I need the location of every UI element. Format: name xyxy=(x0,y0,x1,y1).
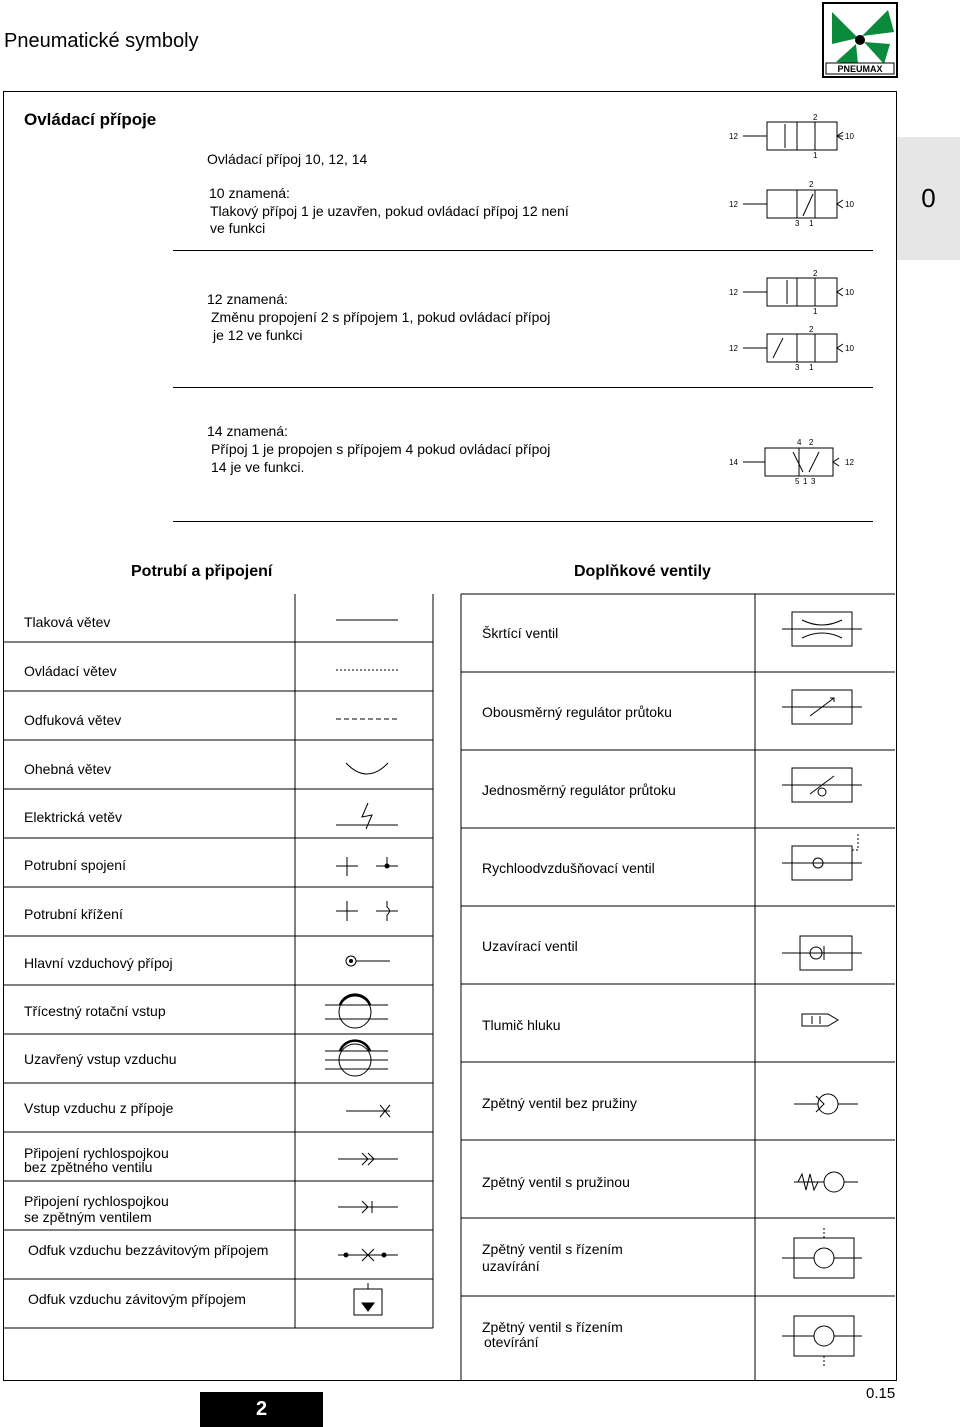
svg-text:12: 12 xyxy=(729,344,738,353)
svg-text:12: 12 xyxy=(729,200,738,209)
row-label: Připojení rychlospojkou xyxy=(24,1145,169,1161)
p12-label: 12 znamená: xyxy=(207,291,288,307)
p10-text: Tlakový přípoj 1 je uzavřen, pokud ovládací přípoj 12 není xyxy=(210,203,569,219)
row-label: Zpětný ventil s řízením xyxy=(482,1319,623,1335)
p14-text: Přípoj 1 je propojen s přípojem 4 pokud ovládací přípoj xyxy=(211,441,551,457)
svg-text:2: 2 xyxy=(809,438,814,447)
row-label: Tlumič hluku xyxy=(482,1017,561,1033)
section-tab[interactable]: 0 xyxy=(897,137,960,260)
svg-text:10: 10 xyxy=(845,288,854,297)
p12-text-cont: je 12 ve funkci xyxy=(213,327,303,343)
section-heading: Ovládací přípoje xyxy=(24,110,157,129)
row-label: se zpětným ventilem xyxy=(24,1209,152,1225)
row-label: Třícestný rotační vstup xyxy=(24,1003,166,1019)
svg-text:1: 1 xyxy=(803,477,808,486)
svg-text:10: 10 xyxy=(845,132,854,141)
svg-text:14: 14 xyxy=(729,458,738,467)
intro-text: Ovládací přípoj 10, 12, 14 xyxy=(207,151,368,167)
svg-text:3: 3 xyxy=(795,219,800,228)
row-label: Potrubní křížení xyxy=(24,906,123,922)
valve-symbols-diagram xyxy=(725,108,860,508)
svg-text:12: 12 xyxy=(845,458,854,467)
row-label: otevírání xyxy=(484,1334,539,1350)
svg-text:4: 4 xyxy=(797,438,802,447)
page-title: Pneumatické symboly xyxy=(4,30,199,52)
row-label: Škrtící ventil xyxy=(482,625,559,641)
svg-text:2: 2 xyxy=(809,325,814,334)
page-reference: 0.15 xyxy=(866,1385,896,1402)
row-label: Obousměrný regulátor průtoku xyxy=(482,704,672,720)
row-label: Odfuk vzduchu bezzávitovým přípojem xyxy=(28,1242,269,1258)
svg-text:5: 5 xyxy=(795,477,800,486)
svg-text:PNEUMAX: PNEUMAX xyxy=(837,64,883,74)
row-label: Zpětný ventil bez pružiny xyxy=(482,1095,637,1111)
svg-text:10: 10 xyxy=(845,200,854,209)
p10-label: 10 znamená: xyxy=(209,185,290,201)
svg-text:3: 3 xyxy=(811,477,816,486)
p12-text: Změnu propojení 2 s přípojem 1, pokud ovládací přípoj xyxy=(211,309,551,325)
svg-text:2: 2 xyxy=(813,113,818,122)
svg-text:10: 10 xyxy=(845,344,854,353)
row-label: bez zpětného ventilu xyxy=(24,1159,153,1175)
row-label: Tlaková větev xyxy=(24,614,111,630)
svg-text:2: 2 xyxy=(813,269,818,278)
right-symbols xyxy=(780,600,880,1370)
left-symbols xyxy=(300,595,430,1335)
page-number: 2 xyxy=(200,1392,323,1427)
pneumax-logo xyxy=(822,2,898,78)
p14-text-cont: 14 je ve funkci. xyxy=(211,459,305,475)
row-label: Ovládací větev xyxy=(24,663,117,679)
svg-text:1: 1 xyxy=(809,219,814,228)
p10-text-cont: ve funkci xyxy=(210,220,266,236)
row-label: Rychloodvzdušňovací ventil xyxy=(482,860,655,876)
p14-label: 14 znamená: xyxy=(207,423,288,439)
svg-text:1: 1 xyxy=(809,363,814,372)
svg-text:1: 1 xyxy=(813,151,818,160)
row-label: Potrubní spojení xyxy=(24,857,126,873)
row-label: Odfuk vzduchu závitovým přípojem xyxy=(28,1291,246,1307)
row-label: Vstup vzduchu z přípoje xyxy=(24,1100,174,1116)
left-table-heading: Potrubí a připojení xyxy=(131,563,273,580)
svg-text:1: 1 xyxy=(813,307,818,316)
row-label: Hlavní vzduchový přípoj xyxy=(24,955,173,971)
row-label: Ohebná větev xyxy=(24,761,112,777)
row-label: Uzavírací ventil xyxy=(482,938,578,954)
svg-text:12: 12 xyxy=(729,288,738,297)
svg-text:2: 2 xyxy=(809,180,814,189)
svg-text:3: 3 xyxy=(795,363,800,372)
row-label: Uzavřený vstup vzduchu xyxy=(24,1051,177,1067)
right-table-heading: Doplňkové ventily xyxy=(574,563,711,580)
row-label: Zpětný ventil s pružinou xyxy=(482,1174,630,1190)
row-label: Jednosměrný regulátor průtoku xyxy=(482,782,676,798)
row-label: Odfuková větev xyxy=(24,712,122,728)
svg-text:12: 12 xyxy=(729,132,738,141)
row-label: Zpětný ventil s řízením xyxy=(482,1241,623,1257)
row-label: uzavírání xyxy=(482,1258,540,1274)
row-label: Připojení rychlospojkou xyxy=(24,1193,169,1209)
divider xyxy=(173,521,873,522)
row-label: Elektrická vetěv xyxy=(24,809,123,825)
